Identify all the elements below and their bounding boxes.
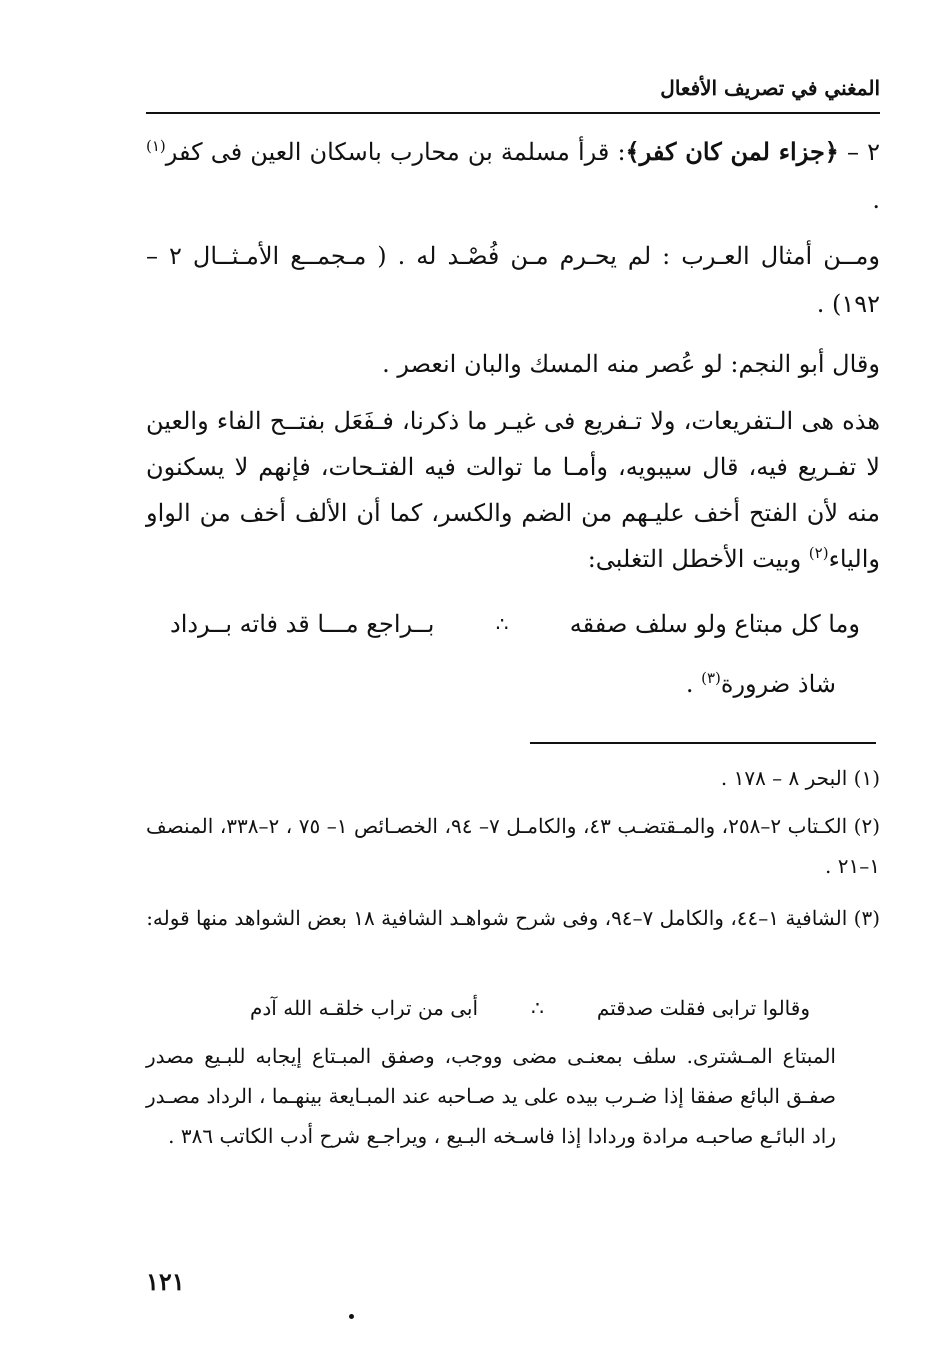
header-title: المغني في تصريف الأفعال xyxy=(660,76,880,100)
footnote-ref-1: (١) xyxy=(146,137,166,155)
abu-najm-line xyxy=(146,340,880,388)
proverb-text: ومــن أمثال العـرب : لم يحـرم مـن فُصْـد له . ( مـجمــع الأمـثــال ٢ – ١٩٢) . xyxy=(146,242,880,318)
footnote-verse-right: وقالوا ترابى فقلت صدقتم xyxy=(596,996,810,1020)
entry-2-number: ٢ – xyxy=(846,138,880,166)
abu-najm-text: وقال أبو النجم: لو عُصر منه المسك والبان انعصر . xyxy=(382,350,880,378)
footnote-3-verse xyxy=(250,988,810,1028)
footnote-verse-separator: ∴ xyxy=(531,996,544,1020)
entry-2-end: . xyxy=(872,186,880,214)
footnote-3-more-text: المبتاع المـشترى. سلف بمعنـى مضى ووجب، وصفق المبـتاع إيجابه للبـيع مصدر صفـق البائع صفقا إذا ضـرب بيده على يد صـاحبه عند المبـايعة بينهـما ، الرداد مصـدر راد البائـع صاحبـه مرادة وردادا إذا فاسـخه البـيع ، ويراجـع شرح أدب الكاتب ٣٨٦ . xyxy=(146,1044,836,1148)
entry-2 xyxy=(146,128,880,224)
quran-quote: ﴿جزاء لمن كان كفر﴾ xyxy=(625,137,839,166)
footnote-1-text: (١) البحر ٨ – ١٧٨ . xyxy=(720,766,880,790)
main-paragraph xyxy=(146,398,880,582)
footnote-ref-2: (٢) xyxy=(808,544,829,562)
verse-hemistich-left: بــراجع مـــا قد فاته بــرداد xyxy=(170,610,435,638)
footnote-3-continuation xyxy=(146,1036,836,1156)
verse-separator: ∴ xyxy=(495,612,509,636)
footnote-2 xyxy=(146,806,880,886)
shadh-text: شاذ ضرورة xyxy=(720,670,836,698)
shadh-line xyxy=(146,660,880,708)
main-paragraph-text: هذه هى الـتفريعات، ولا تـفريع فى غيـر ما ذكرنا، فـفَعَل بفتــح الفاء والعين لا تفـريع فيه، قال سيبويه، وأمـا ما توالت فيه الفتـحات، فإنهم لا يسكنون منه لأن الفتح أخف عليـهم من الضم والكسر، كما أن الألف أخف من الواو والياء xyxy=(146,407,880,573)
akhtal-verse xyxy=(170,600,860,648)
footnote-1 xyxy=(146,758,880,798)
proverb-paragraph xyxy=(146,232,880,328)
footnote-3-text: (٣) الشافية ١–٤٤، والكامل ٧–٩٤، وفى شرح شواهـد الشافية ١٨ بعض الشواهد منها قوله: xyxy=(146,906,880,930)
scan-dot xyxy=(349,1314,354,1319)
entry-2-text: : قرأ مسلمة بن محارب باسكان العين فى كفر xyxy=(165,138,626,166)
footnote-verse-left: أبى من تراب خلقـه الله آدم xyxy=(250,996,479,1020)
shadh-end: . xyxy=(685,670,702,698)
page-number: ١٢١ xyxy=(146,1267,185,1296)
footnote-rule xyxy=(530,742,876,744)
footnote-2-text: (٢) الكـتاب ٢–٢٥٨، والمـقتضـب ٤٣، والكامـل ٧– ٩٤، الخصـائص ١– ٧٥ ، ٢–٣٣٨، المنصف ١–٢١ . xyxy=(146,814,881,878)
running-header xyxy=(146,68,880,108)
main-paragraph-end: وبيت الأخطل التغلبى: xyxy=(587,545,809,573)
verse-hemistich-right: وما كل مبتاع ولو سلف صفقه xyxy=(569,610,860,638)
footnote-ref-3: (٣) xyxy=(701,669,721,687)
header-rule xyxy=(146,112,880,114)
footnote-3 xyxy=(146,898,880,938)
